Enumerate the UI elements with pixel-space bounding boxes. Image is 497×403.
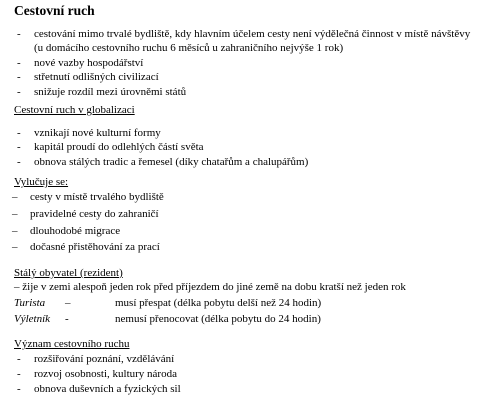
list-bullet: - [17,353,21,365]
term-separator: – [65,297,71,309]
term-tourist: Turista [14,297,46,309]
list-bullet: - [17,57,21,69]
section-heading-excludes: Vylučuje se: [14,176,69,188]
list-bullet: - [17,71,21,83]
list-bullet: - [17,141,21,153]
list-item: střetnutí odlišných civilizací [34,71,159,83]
section-heading-resident: Stálý obyvatel (rezident) [14,267,123,279]
list-item: obnova duševních a fyzických sil [34,383,181,395]
page-title: Cestovní ruch [14,3,95,18]
list-item: cestování mimo trvalé bydliště, kdy hlavním účelem cesty není výdělečná činnost v místě návštěvy [34,28,471,40]
list-bullet: - [17,86,21,98]
list-bullet: - [17,156,21,168]
list-item: rozvoj osobnosti, kultury národa [34,368,177,380]
list-bullet: - [17,28,21,40]
list-item: dlouhodobé migrace [30,225,121,237]
list-item: pravidelné cesty do zahraničí [30,208,159,220]
list-item: rozšiřování poznání, vzdělávání [34,353,175,365]
list-bullet: - [17,127,21,139]
list-item: obnova stálých tradic a řemesel (díky chatařům a chalupářům) [34,156,309,168]
term-description: nemusí přenocovat (délka pobytu do 24 hodin) [115,313,321,325]
list-item: kapitál proudí do odlehlých částí světa [34,141,204,153]
section-heading-globalization: Cestovní ruch v globalizaci [14,104,135,116]
list-bullet: – [12,208,18,220]
section-heading-significance: Význam cestovního ruchu [14,338,130,350]
term-description: musí přespat (délka pobytu delší než 24 hodin) [115,297,322,309]
list-bullet: – [12,225,18,237]
list-item: nové vazby hospodářství [34,57,144,69]
list-item: cesty v místě trvalého bydliště [30,191,164,203]
list-item: dočasné přistěhování za prací [30,241,160,253]
list-bullet: - [17,368,21,380]
list-item: vznikají nové kulturní formy [34,127,161,139]
list-bullet: – [12,241,18,253]
list-bullet: - [17,383,21,395]
term-separator: - [65,313,69,325]
list-bullet: – [12,191,18,203]
list-item-continuation: (u domácího cestovního ruchu 6 měsíců u zahraničního nejvýše 1 rok) [34,42,344,54]
list-item: snižuje rozdíl mezi úrovněmi států [34,86,187,98]
term-tripper: Výletník [14,313,51,325]
resident-definition: – žije v zemi alespoň jeden rok před příjezdem do jiné země na dobu kratší než jeden rok [14,281,406,293]
